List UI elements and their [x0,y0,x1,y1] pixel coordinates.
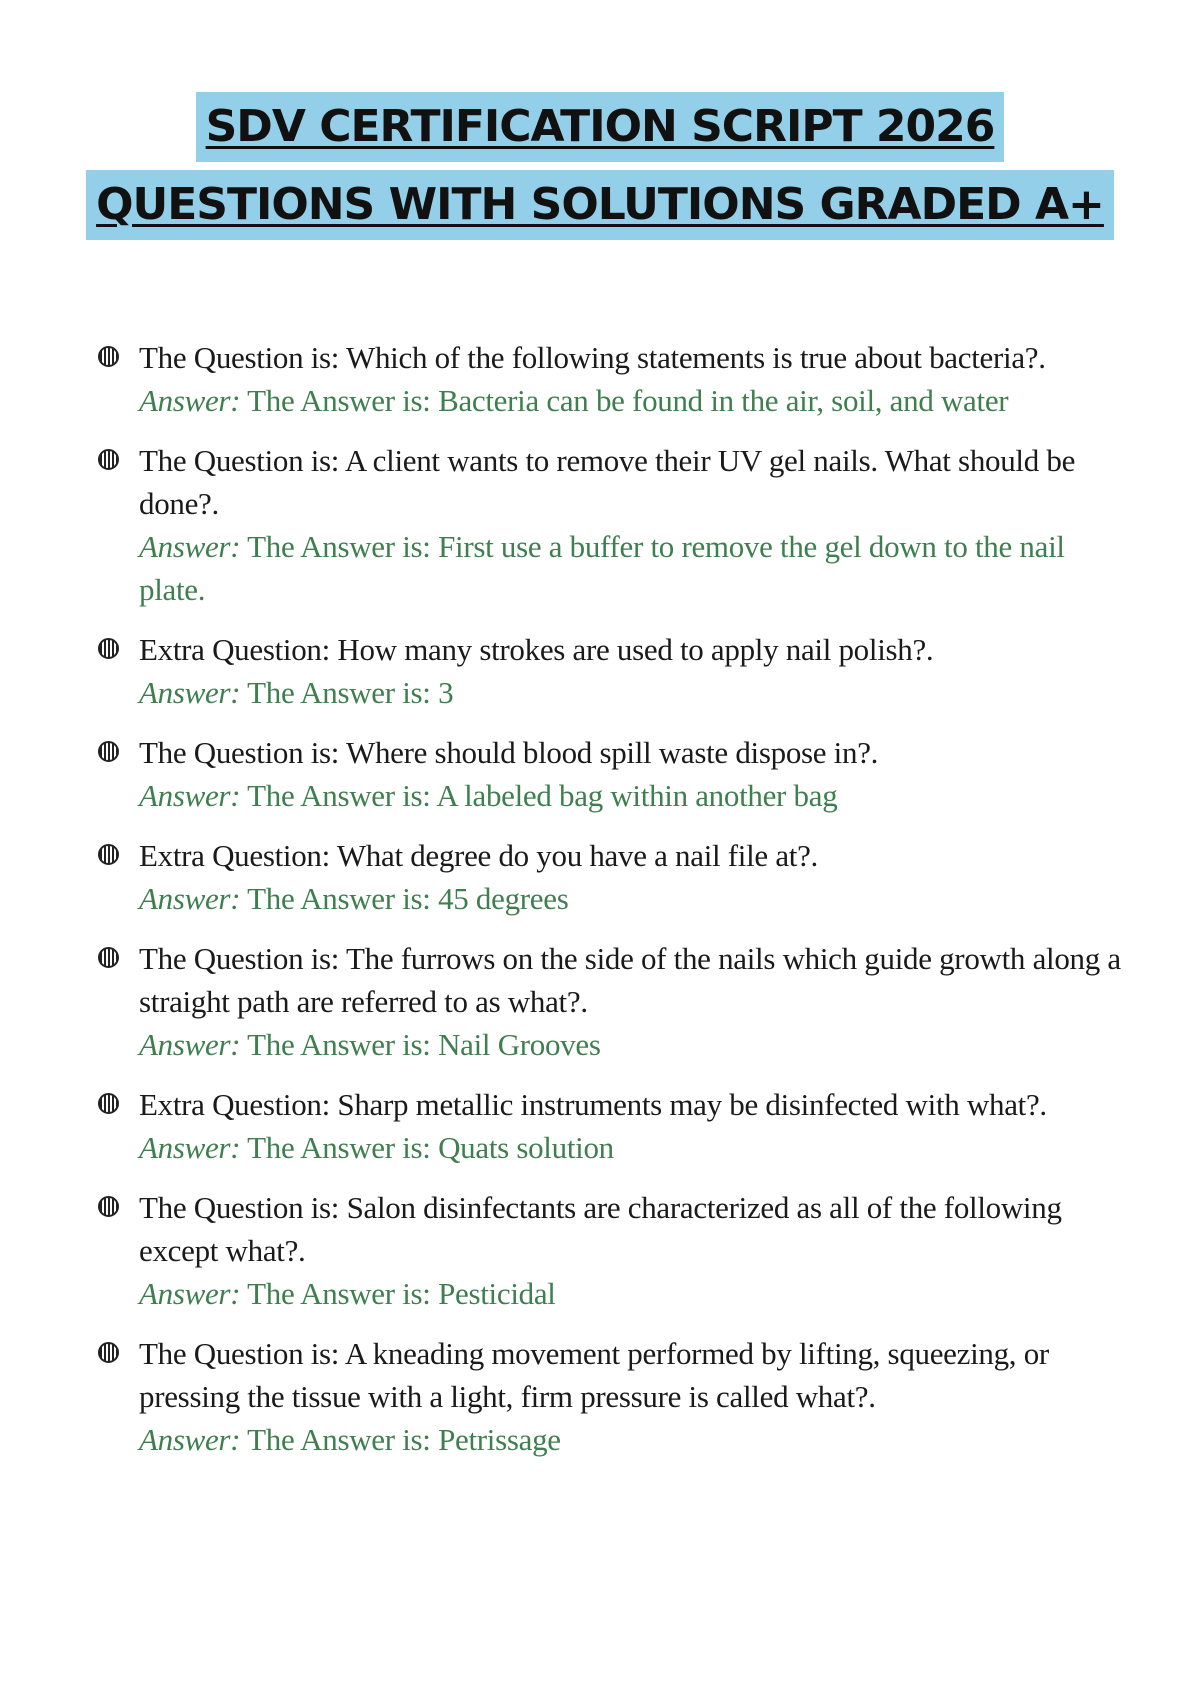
striped-bullet-icon [98,741,119,762]
striped-bullet-icon [98,449,119,470]
answer-text: The Answer is: Petrissage [247,1422,561,1457]
answer-line [139,877,1128,920]
striped-bullet-icon [98,1093,119,1114]
qa-item-3 [98,628,1128,714]
qa-item-4 [98,731,1128,817]
answer-line [139,379,1128,422]
answer-text: The Answer is: Bacteria can be found in the air, soil, and water [247,383,1009,418]
striped-bullet-icon [98,1342,119,1363]
answer-line [139,1023,1128,1066]
answer-label: Answer: [139,383,241,418]
question-text: The Question is: Which of the following statements is true about bacteria?. [139,340,1046,375]
qa-list [98,336,1128,1478]
answer-label: Answer: [139,1422,241,1457]
answer-label: Answer: [139,881,241,916]
question-text: Extra Question: What degree do you have a nail file at?. [139,838,819,873]
answer-text: The Answer is: Nail Grooves [247,1027,601,1062]
question-text: The Question is: The furrows on the side of the nails which guide growth along a straight path are referred to as what?. [139,941,1121,1019]
answer-label: Answer: [139,1276,241,1311]
document-title [0,92,1200,240]
striped-bullet-icon [98,638,119,659]
answer-label: Answer: [139,778,241,813]
answer-label: Answer: [139,1027,241,1062]
answer-label: Answer: [139,529,241,564]
question-text: The Question is: A kneading movement performed by lifting, squeezing, or pressing the tissue with a light, firm pressure is called what?. [139,1336,1049,1414]
qa-item-1 [98,336,1128,422]
answer-text: The Answer is: 45 degrees [247,881,569,916]
striped-bullet-icon [98,346,119,367]
qa-item-7 [98,1083,1128,1169]
question-text: The Question is: Where should blood spill waste dispose in?. [139,735,879,770]
qa-item-5 [98,834,1128,920]
answer-line [139,1418,1128,1461]
answer-text: The Answer is: First use a buffer to remove the gel down to the nail plate. [139,529,1065,607]
question-text: Extra Question: Sharp metallic instruments may be disinfected with what?. [139,1087,1047,1122]
answer-line [139,671,1128,714]
answer-line [139,525,1128,611]
answer-label: Answer: [139,1130,241,1165]
qa-item-2 [98,439,1128,611]
title-line-1: SDV CERTIFICATION SCRIPT 2026 [196,92,1005,162]
striped-bullet-icon [98,844,119,865]
answer-line [139,1272,1128,1315]
title-row-1 [0,92,1200,162]
answer-line [139,1126,1128,1169]
answer-text: The Answer is: Pesticidal [247,1276,556,1311]
question-text: The Question is: Salon disinfectants are characterized as all of the following except what?. [139,1190,1062,1268]
question-text: Extra Question: How many strokes are used to apply nail polish?. [139,632,934,667]
striped-bullet-icon [98,1196,119,1217]
answer-label: Answer: [139,675,241,710]
qa-item-8 [98,1186,1128,1315]
answer-text: The Answer is: 3 [247,675,454,710]
answer-text: The Answer is: A labeled bag within another bag [247,778,838,813]
title-line-2: QUESTIONS WITH SOLUTIONS GRADED A+ [86,170,1114,240]
title-row-2 [0,162,1200,240]
question-text: The Question is: A client wants to remove their UV gel nails. What should be done?. [139,443,1076,521]
answer-text: The Answer is: Quats solution [247,1130,614,1165]
answer-line [139,774,1128,817]
qa-item-6 [98,937,1128,1066]
qa-item-9 [98,1332,1128,1461]
striped-bullet-icon [98,947,119,968]
